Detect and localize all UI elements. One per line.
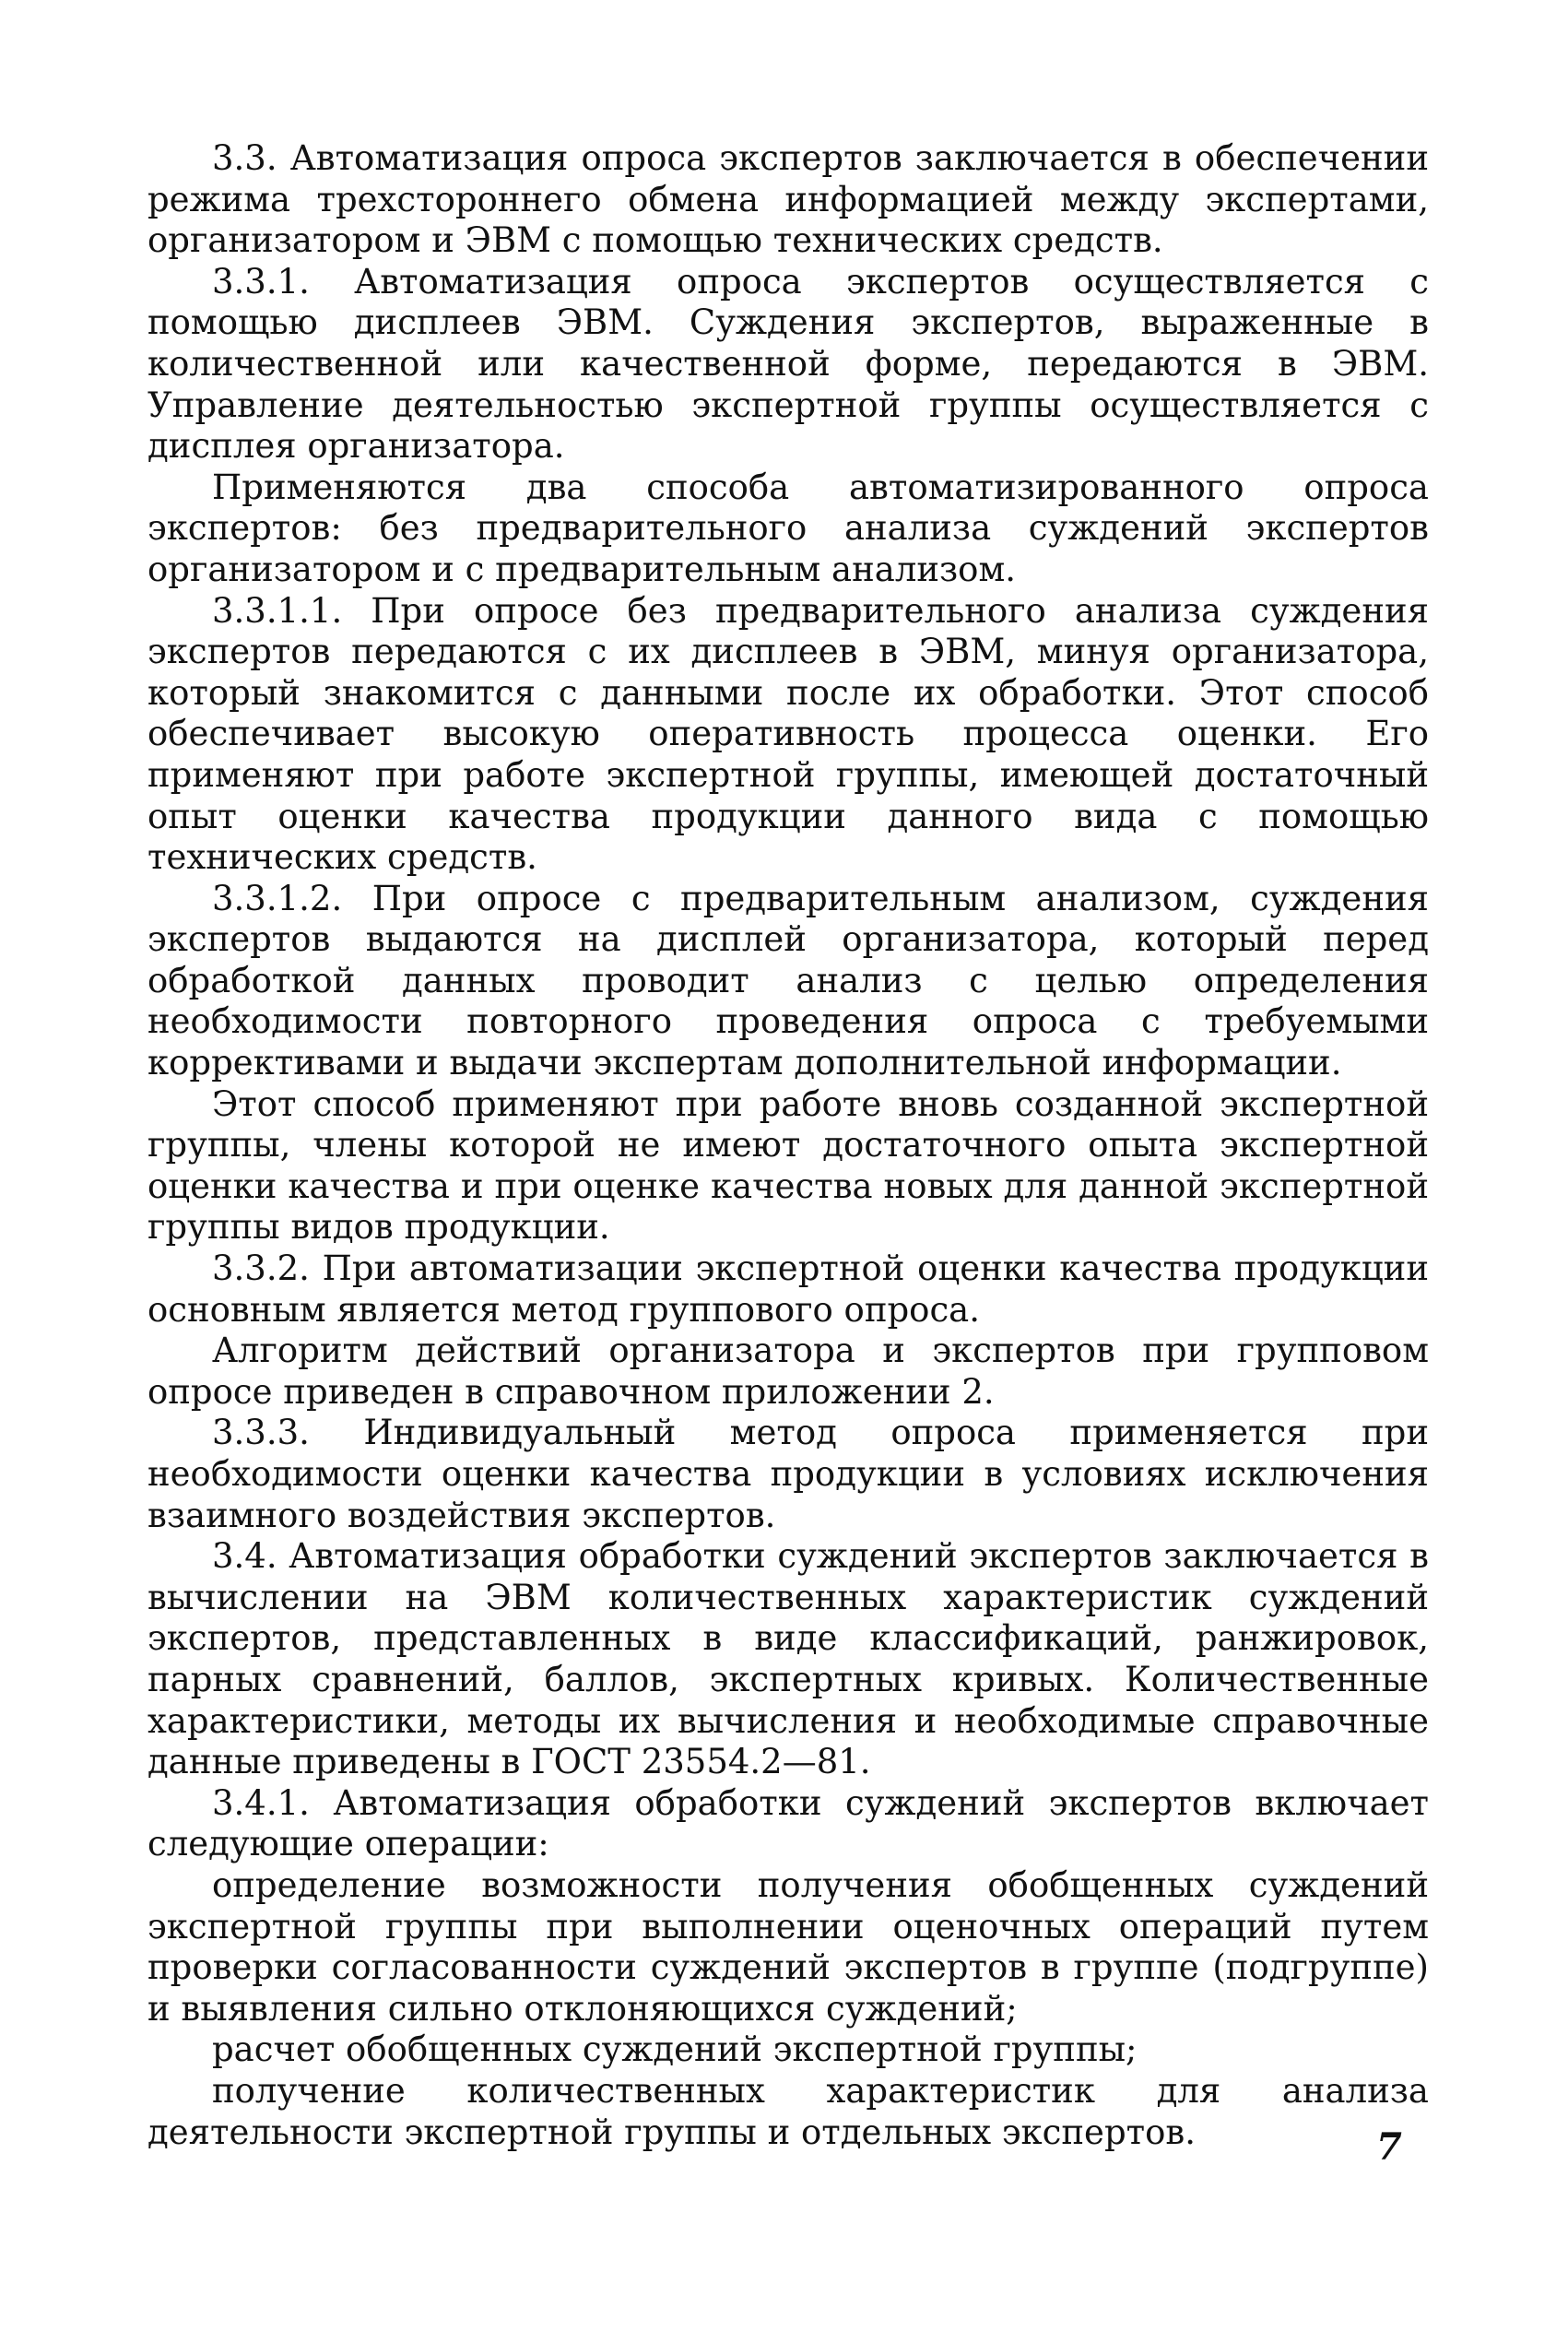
list-item-consistency-check: определение возможности получения обобщенных суждений экспертной группы при выполнении оценочных операций путем проверки согласованности суждений экспертов в группе (подгруппе) и выявления сильно отклоняющихся суждений;: [147, 1864, 1429, 2029]
paragraph-3-3-1-1: 3.3.1.1. При опросе без предварительного анализа суждения экспертов передаются с их дисплеев в ЭВМ, минуя организатора, который знакомится с данными после их обработки. Этот способ обеспечивает высокую оперативность процесса оценки. Его применяют при работе экспертной группы, имеющей достаточный опыт оценки качества продукции данного вида с помощью технических средств.: [147, 590, 1429, 878]
paragraph-3-3-2: 3.3.2. При автоматизации экспертной оценки качества продукции основным является метод группового опроса.: [147, 1248, 1429, 1330]
paragraph-methods: Применяются два способа автоматизированного опроса экспертов: без предварительного анализа суждений экспертов организатором и с предварительным анализом.: [147, 467, 1429, 589]
list-item-aggregate-calculation: расчет обобщенных суждений экспертной группы;: [212, 2029, 1138, 2070]
paragraph-3-3: 3.3. Автоматизация опроса экспертов заключается в обеспечении режима трехстороннего обмена информацией между экспертами, организатором и ЭВМ с помощью технических средств.: [147, 138, 1429, 261]
list-item-quantitative-characteristics: получение количественных характеристик для анализа деятельности экспертной группы и отдельных экспертов.: [147, 2070, 1429, 2152]
paragraph-3-3-1: 3.3.1. Автоматизация опроса экспертов осуществляется с помощью дисплеев ЭВМ. Суждения экспертов, выраженные в количественной или качественной форме, передаются в ЭВМ. Управление деятельностью экспертной группы осуществляется с дисплея организатора.: [147, 261, 1429, 467]
paragraph-new-group: Этот способ применяют при работе вновь созданной экспертной группы, члены которой не имеют достаточного опыта экспертной оценки качества и при оценке качества новых для данной экспертной группы видов продукции.: [147, 1083, 1429, 1248]
paragraph-algorithm: Алгоритм действий организатора и экспертов при групповом опросе приведен в справочном приложении 2.: [147, 1331, 1429, 1412]
page-number: 7: [1376, 2125, 1402, 2169]
paragraph-3-4: 3.4. Автоматизация обработки суждений экспертов заключается в вычислении на ЭВМ количественных характеристик суждений экспертов, представленных в виде классификаций, ранжировок, парных сравнений, баллов, экспертных кривых. Количественные характеристики, методы их вычисления и необходимые справочные данные приведены в ГОСТ 23554.2—81.: [147, 1536, 1429, 1782]
document-page: [147, 138, 1429, 2278]
paragraph-3-4-1: 3.4.1. Автоматизация обработки суждений экспертов включает следующие операции:: [147, 1782, 1429, 1864]
paragraph-3-3-3: 3.3.3. Индивидуальный метод опроса применяется при необходимости оценки качества продукции в условиях исключения взаимного воздействия экспертов.: [147, 1413, 1429, 1535]
paragraph-3-3-1-2: 3.3.1.2. При опросе с предварительным анализом, суждения экспертов выдаются на дисплей организатора, который перед обработкой данных проводит анализ с целью определения необходимости повторного проведения опроса с требуемыми коррективами и выдачи экспертам дополнительной информации.: [147, 878, 1429, 1083]
